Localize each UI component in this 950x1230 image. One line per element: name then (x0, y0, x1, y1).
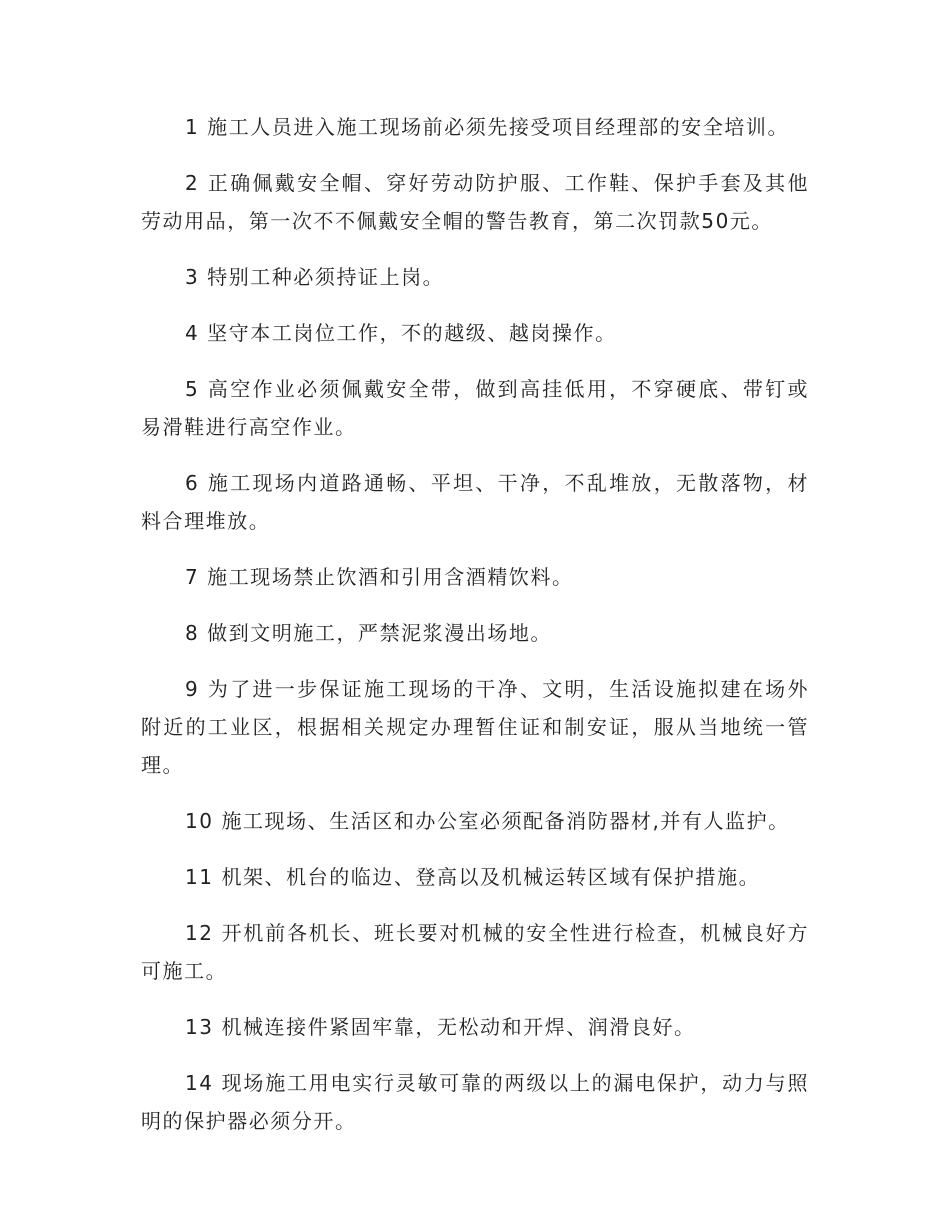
paragraph-4: 4 坚守本工岗位工作，不的越级、越岗操作。 (185, 321, 617, 345)
paragraph-6: 6 施工现场内道路通畅、平坦、干净，不乱堆放，无散落物，材料合理堆放。 (141, 471, 809, 533)
paragraph-7: 7 施工现场禁止饮酒和引用含酒精饮料。 (185, 565, 574, 589)
document-body (141, 108, 809, 1158)
paragraph-14: 14 现场施工用电实行灵敏可靠的两级以上的漏电保护，动力与照明的保护器必须分开。 (141, 1071, 809, 1133)
paragraph-12: 12 开机前各机长、班长要对机械的安全性进行检查，机械良好方可施工。 (141, 921, 809, 983)
paragraph-10: 10 施工现场、生活区和办公室必须配备消防器材,并有人监护。 (185, 809, 790, 833)
paragraph-8: 8 做到文明施工，严禁泥浆漫出场地。 (185, 621, 552, 645)
paragraph-9: 9 为了进一步保证施工现场的干净、文明，生活设施拟建在场外附近的工业区，根据相关规定办理暂住证和制安证，服从当地统一管理。 (141, 677, 809, 777)
paragraph-1: 1 施工人员进入施工现场前必须先接受项目经理部的安全培训。 (185, 115, 790, 139)
paragraph-11: 11 机架、机台的临边、登高以及机械运转区域有保护措施。 (185, 865, 761, 889)
paragraph-5: 5 高空作业必须佩戴安全带，做到高挂低用，不穿硬底、带钉或易滑鞋进行高空作业。 (141, 377, 809, 439)
paragraph-2: 2 正确佩戴安全帽、穿好劳动防护服、工作鞋、保护手套及其他劳动用品，第一次不不佩戴安全帽的警告教育，第二次罚款50元。 (141, 171, 809, 233)
paragraph-3: 3 特别工种必须持证上岗。 (185, 265, 445, 289)
paragraph-13: 13 机械连接件紧固牢靠，无松动和开焊、润滑良好。 (185, 1015, 696, 1039)
